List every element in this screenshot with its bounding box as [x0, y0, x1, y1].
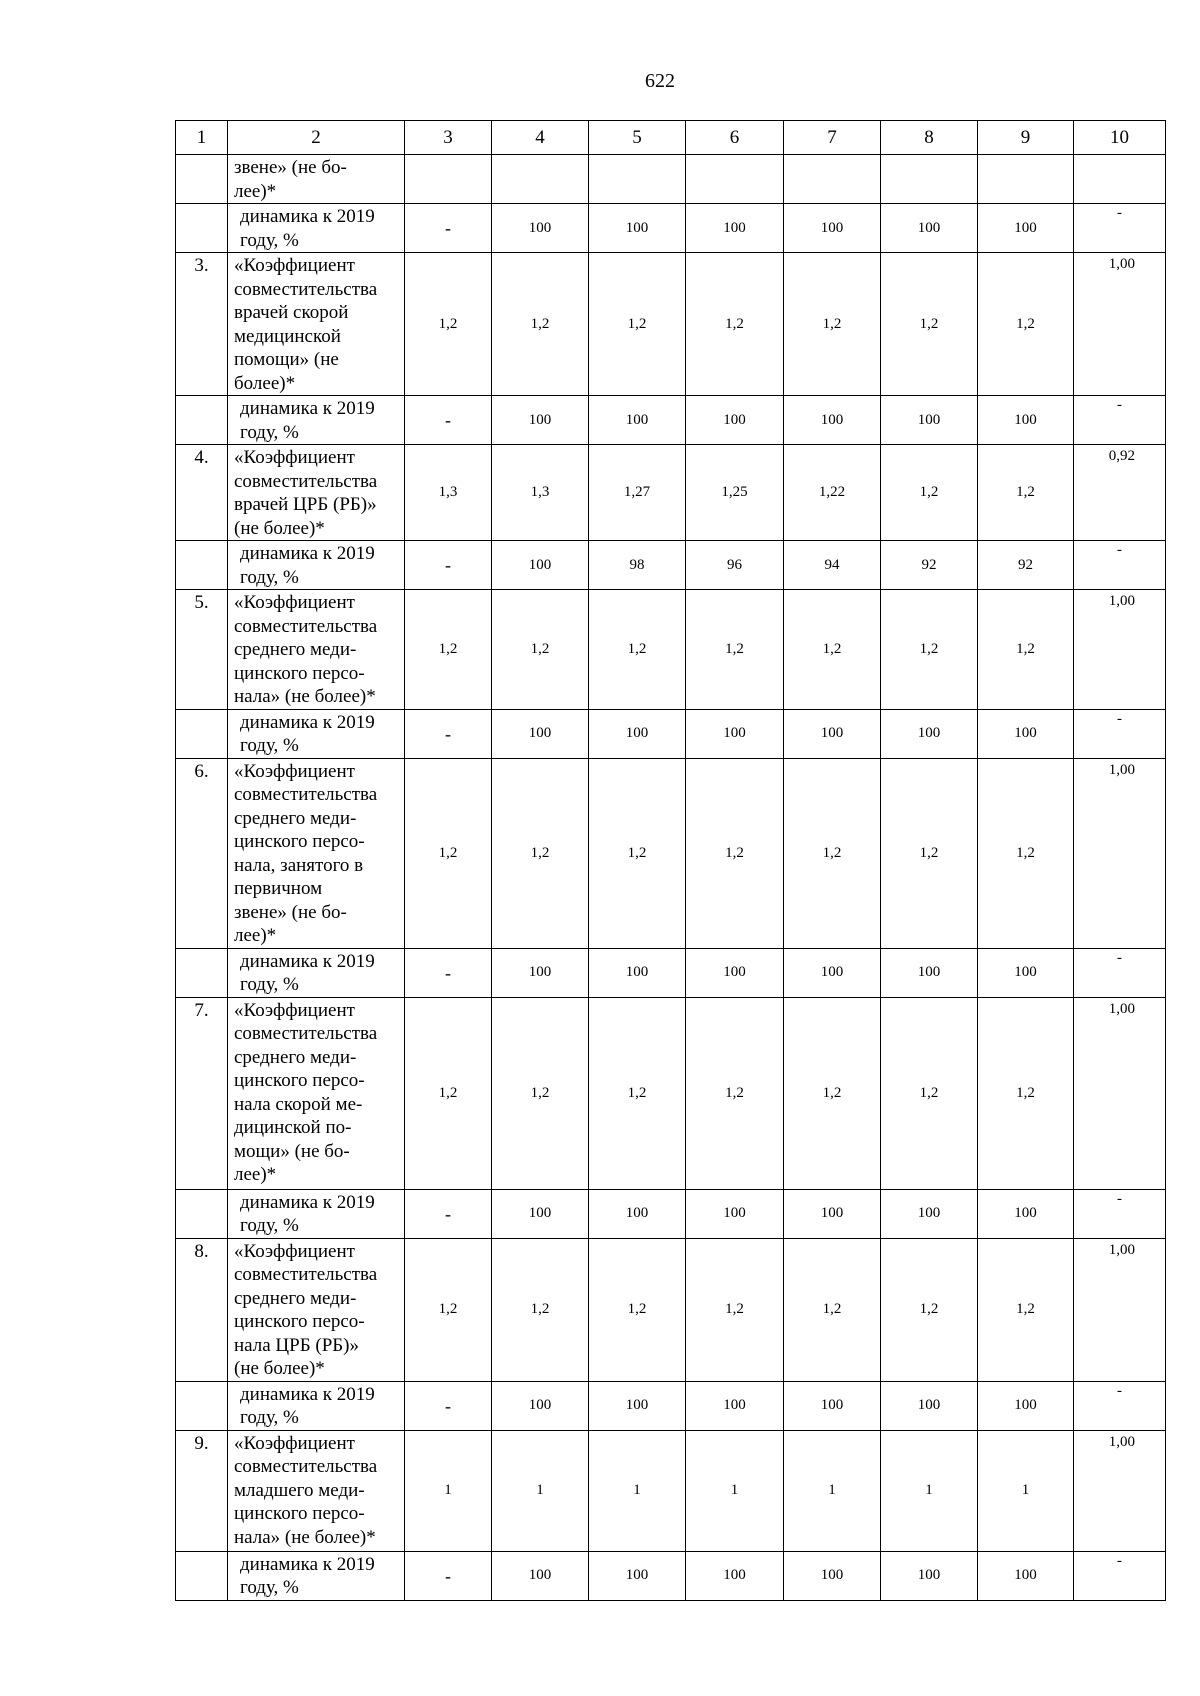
value-col-4: 1,3: [492, 445, 589, 541]
header-cell: 7: [784, 121, 881, 155]
row-description: «Коэффициент совместительства среднего меди- цинского персо- нала скорой ме- дицинской по- мощи» (не бо- лее)*: [228, 997, 405, 1189]
value-col-7: 100: [784, 948, 881, 997]
table-row: [176, 155, 1166, 204]
value-col-7: 100: [784, 1381, 881, 1430]
value-col-10: -: [1074, 541, 1166, 590]
value-col-9: 1,2: [978, 997, 1074, 1189]
value-col-9: 100: [978, 1189, 1074, 1238]
value-col-7: 100: [784, 709, 881, 758]
header-cell: 3: [405, 121, 492, 155]
value-col-9: 100: [978, 1551, 1074, 1600]
table-row: [176, 541, 1166, 590]
value-col-5: 1,2: [589, 997, 686, 1189]
value-col-10: -: [1074, 948, 1166, 997]
value-col-4: 1: [492, 1430, 589, 1551]
row-number: 5.: [176, 590, 228, 710]
value-col-9: 1,2: [978, 1238, 1074, 1381]
value-col-8: 1,2: [881, 590, 978, 710]
value-col-5: 100: [589, 1189, 686, 1238]
value-col-6: 100: [686, 1551, 784, 1600]
value-col-10: -: [1074, 1551, 1166, 1600]
table-row: [176, 758, 1166, 948]
table-row: [176, 204, 1166, 253]
value-col-6: 1,2: [686, 253, 784, 396]
header-cell: 1: [176, 121, 228, 155]
table-header-row: [176, 121, 1166, 155]
value-col-7: 1: [784, 1430, 881, 1551]
value-col-7: 1,22: [784, 445, 881, 541]
header-cell: 4: [492, 121, 589, 155]
value-col-9: 1,2: [978, 758, 1074, 948]
value-col-7: 94: [784, 541, 881, 590]
value-col-6: 100: [686, 1381, 784, 1430]
header-cell: 2: [228, 121, 405, 155]
value-col-5: 98: [589, 541, 686, 590]
value-col-5: 1,2: [589, 590, 686, 710]
value-col-8: 1,2: [881, 758, 978, 948]
value-col-8: 100: [881, 709, 978, 758]
value-col-8: 100: [881, 204, 978, 253]
value-col-6: 1: [686, 1430, 784, 1551]
row-number: 4.: [176, 445, 228, 541]
value-col-4: 100: [492, 541, 589, 590]
row-number: [176, 204, 228, 253]
value-col-9: 1: [978, 1430, 1074, 1551]
table-row: [176, 1381, 1166, 1430]
header-cell: 5: [589, 121, 686, 155]
value-col-4: 100: [492, 204, 589, 253]
value-col-3: 1,2: [405, 997, 492, 1189]
table-row: [176, 948, 1166, 997]
value-col-4: 1,2: [492, 758, 589, 948]
value-col-6: 1,2: [686, 758, 784, 948]
value-col-9: 100: [978, 204, 1074, 253]
row-number: [176, 541, 228, 590]
value-col-7: 100: [784, 396, 881, 445]
value-col-8: 1,2: [881, 253, 978, 396]
value-col-5: 100: [589, 948, 686, 997]
value-col-5: 100: [589, 396, 686, 445]
value-col-5: 1,2: [589, 1238, 686, 1381]
table-row: [176, 1238, 1166, 1381]
value-col-6: 100: [686, 396, 784, 445]
row-description: динамика к 2019 году, %: [228, 541, 405, 590]
row-number: [176, 709, 228, 758]
row-description: динамика к 2019 году, %: [228, 396, 405, 445]
value-col-6: 1,2: [686, 997, 784, 1189]
row-number: [176, 1551, 228, 1600]
table-row: [176, 997, 1166, 1189]
value-col-10: 1,00: [1074, 590, 1166, 710]
value-col-4: 100: [492, 396, 589, 445]
table-body: [176, 121, 1166, 1601]
value-col-8: 1,2: [881, 1238, 978, 1381]
value-col-8: 100: [881, 948, 978, 997]
value-col-3: -: [405, 396, 492, 445]
value-col-6: 100: [686, 1189, 784, 1238]
value-col-10: 0,92: [1074, 445, 1166, 541]
row-number: 3.: [176, 253, 228, 396]
header-cell: 10: [1074, 121, 1166, 155]
row-number: [176, 948, 228, 997]
value-col-4: [492, 155, 589, 204]
value-col-10: -: [1074, 204, 1166, 253]
value-col-4: 100: [492, 948, 589, 997]
table-row: [176, 445, 1166, 541]
header-cell: 8: [881, 121, 978, 155]
row-number: 6.: [176, 758, 228, 948]
value-col-4: 100: [492, 1551, 589, 1600]
row-description: «Коэффициент совместительства среднего меди- цинского персо- нала ЦРБ (РБ)» (не более)*: [228, 1238, 405, 1381]
value-col-6: 100: [686, 948, 784, 997]
value-col-9: 92: [978, 541, 1074, 590]
value-col-3: 1: [405, 1430, 492, 1551]
table-row: [176, 1189, 1166, 1238]
value-col-9: 100: [978, 396, 1074, 445]
value-col-8: 100: [881, 1381, 978, 1430]
value-col-6: 100: [686, 709, 784, 758]
row-number: 8.: [176, 1238, 228, 1381]
value-col-10: -: [1074, 709, 1166, 758]
value-col-10: -: [1074, 396, 1166, 445]
row-description: динамика к 2019 году, %: [228, 1189, 405, 1238]
value-col-5: 1,27: [589, 445, 686, 541]
row-number: [176, 155, 228, 204]
row-description: динамика к 2019 году, %: [228, 709, 405, 758]
value-col-5: 100: [589, 1381, 686, 1430]
value-col-10: -: [1074, 1381, 1166, 1430]
row-description: динамика к 2019 году, %: [228, 948, 405, 997]
value-col-4: 100: [492, 709, 589, 758]
table-row: [176, 1430, 1166, 1551]
value-col-7: 1,2: [784, 758, 881, 948]
value-col-3: 1,2: [405, 590, 492, 710]
table-row: [176, 253, 1166, 396]
value-col-8: 1,2: [881, 445, 978, 541]
value-col-3: -: [405, 948, 492, 997]
value-col-7: 1,2: [784, 997, 881, 1189]
row-description: звене» (не бо- лее)*: [228, 155, 405, 204]
value-col-6: 1,25: [686, 445, 784, 541]
value-col-7: 100: [784, 1551, 881, 1600]
value-col-5: 1,2: [589, 253, 686, 396]
table-row: [176, 396, 1166, 445]
row-description: «Коэффициент совместительства младшего меди- цинского персо- нала» (не более)*: [228, 1430, 405, 1551]
value-col-9: 1,2: [978, 253, 1074, 396]
row-number: 9.: [176, 1430, 228, 1551]
value-col-7: 100: [784, 1189, 881, 1238]
value-col-7: 1,2: [784, 590, 881, 710]
value-col-6: 100: [686, 204, 784, 253]
value-col-4: 100: [492, 1381, 589, 1430]
row-number: [176, 1189, 228, 1238]
value-col-10: 1,00: [1074, 997, 1166, 1189]
indicators-table: [175, 120, 1166, 1601]
value-col-6: 96: [686, 541, 784, 590]
value-col-3: -: [405, 709, 492, 758]
value-col-3: -: [405, 1381, 492, 1430]
value-col-3: 1,2: [405, 1238, 492, 1381]
value-col-7: [784, 155, 881, 204]
value-col-6: 1,2: [686, 590, 784, 710]
value-col-8: 1: [881, 1430, 978, 1551]
value-col-9: 1,2: [978, 590, 1074, 710]
row-description: «Коэффициент совместительства врачей ЦРБ (РБ)» (не более)*: [228, 445, 405, 541]
value-col-3: -: [405, 1551, 492, 1600]
value-col-7: 1,2: [784, 1238, 881, 1381]
value-col-3: 1,3: [405, 445, 492, 541]
value-col-8: [881, 155, 978, 204]
value-col-4: 1,2: [492, 590, 589, 710]
value-col-8: 92: [881, 541, 978, 590]
value-col-3: 1,2: [405, 253, 492, 396]
row-description: «Коэффициент совместительства врачей скорой медицинской помощи» (не более)*: [228, 253, 405, 396]
value-col-9: 100: [978, 709, 1074, 758]
value-col-8: 100: [881, 1189, 978, 1238]
value-col-5: 100: [589, 204, 686, 253]
row-description: динамика к 2019 году, %: [228, 204, 405, 253]
row-description: динамика к 2019 году, %: [228, 1381, 405, 1430]
value-col-10: -: [1074, 1189, 1166, 1238]
row-number: 7.: [176, 997, 228, 1189]
value-col-5: 100: [589, 709, 686, 758]
value-col-3: 1,2: [405, 758, 492, 948]
value-col-8: 100: [881, 1551, 978, 1600]
value-col-9: [978, 155, 1074, 204]
value-col-5: 1: [589, 1430, 686, 1551]
row-description: динамика к 2019 году, %: [228, 1551, 405, 1600]
value-col-5: 1,2: [589, 758, 686, 948]
value-col-4: 1,2: [492, 997, 589, 1189]
value-col-5: [589, 155, 686, 204]
header-cell: 9: [978, 121, 1074, 155]
row-description: «Коэффициент совместительства среднего меди- цинского персо- нала» (не более)*: [228, 590, 405, 710]
table-row: [176, 590, 1166, 710]
value-col-8: 100: [881, 396, 978, 445]
value-col-9: 1,2: [978, 445, 1074, 541]
value-col-10: 1,00: [1074, 253, 1166, 396]
row-description: «Коэффициент совместительства среднего меди- цинского персо- нала, занятого в первичном звене» (не бо- лее)*: [228, 758, 405, 948]
value-col-10: [1074, 155, 1166, 204]
header-cell: 6: [686, 121, 784, 155]
value-col-8: 1,2: [881, 997, 978, 1189]
value-col-10: 1,00: [1074, 1430, 1166, 1551]
value-col-3: -: [405, 541, 492, 590]
value-col-3: [405, 155, 492, 204]
value-col-4: 1,2: [492, 1238, 589, 1381]
value-col-6: [686, 155, 784, 204]
table-row: [176, 1551, 1166, 1600]
value-col-4: 1,2: [492, 253, 589, 396]
row-number: [176, 1381, 228, 1430]
table-row: [176, 709, 1166, 758]
row-number: [176, 396, 228, 445]
value-col-7: 100: [784, 204, 881, 253]
value-col-10: 1,00: [1074, 758, 1166, 948]
page-number: 622: [645, 70, 675, 92]
value-col-6: 1,2: [686, 1238, 784, 1381]
value-col-9: 100: [978, 948, 1074, 997]
value-col-10: 1,00: [1074, 1238, 1166, 1381]
value-col-5: 100: [589, 1551, 686, 1600]
value-col-3: -: [405, 204, 492, 253]
value-col-3: -: [405, 1189, 492, 1238]
value-col-4: 100: [492, 1189, 589, 1238]
value-col-9: 100: [978, 1381, 1074, 1430]
value-col-7: 1,2: [784, 253, 881, 396]
